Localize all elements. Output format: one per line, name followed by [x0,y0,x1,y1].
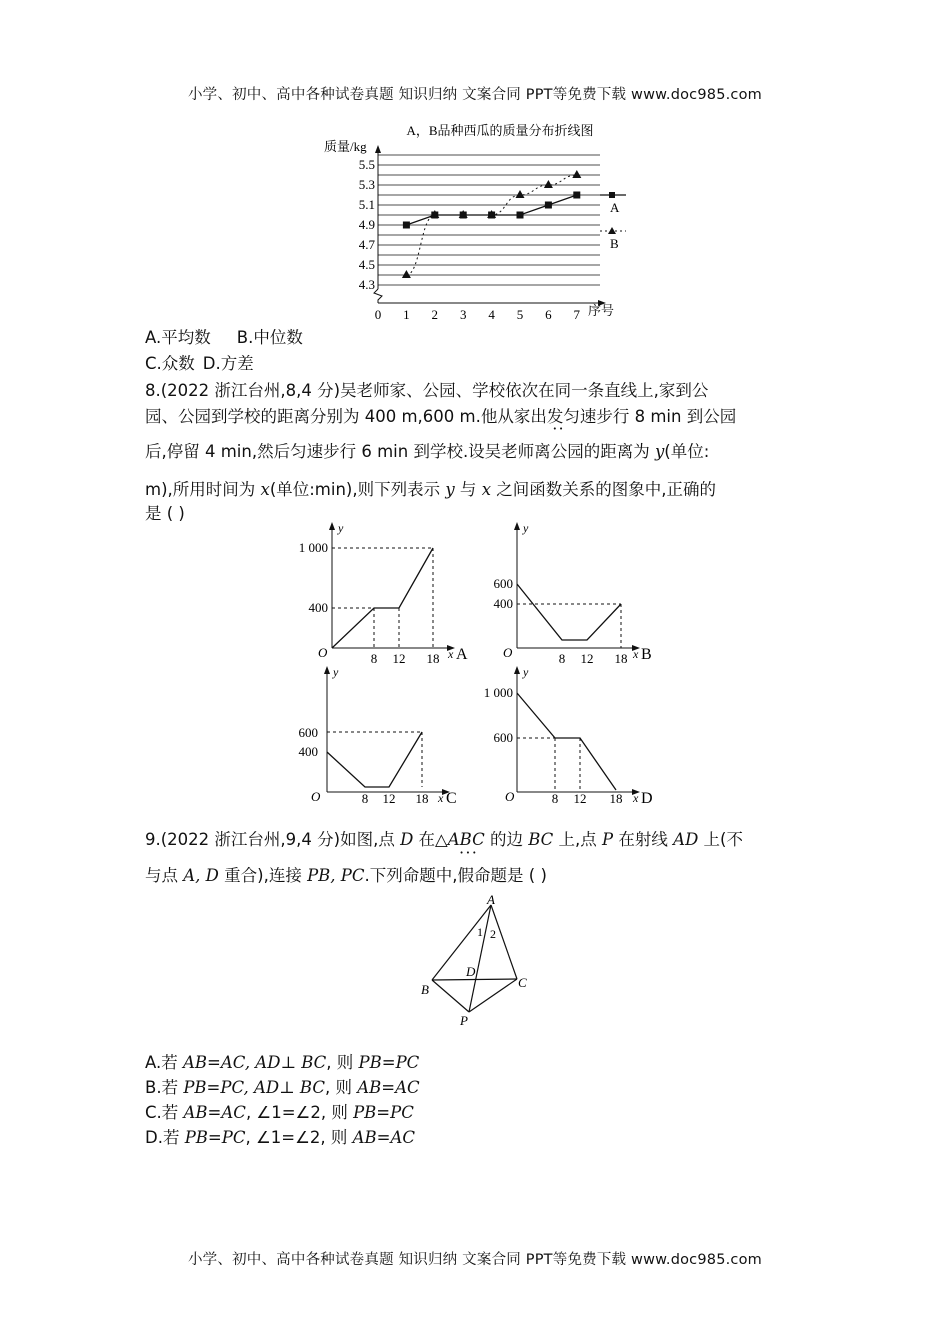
svg-text:2: 2 [490,927,496,941]
series-a-point [573,192,580,199]
svg-text:P: P [460,1013,468,1028]
legend-marker-a [609,192,615,198]
legend-label-b: B [610,236,619,251]
q7-options-cd [145,350,254,374]
q9-option-d[interactable]: D.若 PB=PC, ∠1=∠2, 则 AB=AC [145,1128,416,1147]
axis-break [374,289,382,303]
q7-option-c[interactable]: C.众数 [145,354,195,373]
x-tick-label: 1 [403,307,410,322]
y-tick-label: 4.3 [358,277,375,292]
emphasis-false-proposition: 假命题 • • • [458,862,508,886]
svg-text:18: 18 [614,651,628,664]
chart-title: A，B品种西瓜的质量分布折线图 [406,123,594,138]
svg-text:12: 12 [382,791,396,806]
svg-text:A: A [487,892,495,907]
legend-marker-b [608,227,616,234]
graph-d[interactable] [475,662,670,808]
x-tick-label: 7 [573,307,581,322]
q8-line-5: 是 ( ) [145,504,185,523]
q7-options-ab [145,324,303,348]
svg-text:600: 600 [493,576,513,591]
q9-option-c[interactable]: C.若 AB=AC, ∠1=∠2, 则 PB=PC [145,1103,414,1122]
x-tick-label: 2 [431,307,439,322]
svg-text:O: O [503,645,513,660]
chart-xlabel: 序号 [588,303,615,318]
graph-a[interactable] [285,518,475,664]
svg-text:C: C [446,790,457,807]
svg-text:8: 8 [361,791,369,806]
page-header: 小学、初中、高中各种试卷真题 知识归纳 文案合同 PPT等免费下载 www.doc985.com [187,87,763,103]
page-footer: 小学、初中、高中各种试卷真题 知识归纳 文案合同 PPT等免费下载 www.doc985.com [187,1252,763,1268]
svg-text:1: 1 [477,925,483,939]
y-tick-label: 4.5 [358,257,375,272]
svg-text:O: O [311,789,321,804]
svg-text:8: 8 [370,651,378,664]
svg-text:x: x [633,791,639,805]
svg-text:18: 18 [609,791,623,806]
q7-option-a[interactable]: A.平均数 [145,328,211,347]
svg-text:18: 18 [426,651,440,664]
series-b-point [544,180,553,188]
svg-text:B: B [641,646,652,663]
svg-text:D: D [641,790,653,807]
svg-text:y: y [523,521,529,535]
series-a-point [545,202,552,209]
svg-text:A: A [456,646,468,663]
svg-text:600: 600 [298,725,318,740]
svg-text:18: 18 [415,791,429,806]
series-b-point [516,190,525,198]
series-a-point [403,222,410,229]
svg-text:x: x [448,647,454,661]
svg-text:B: B [421,982,429,997]
series-a-point [517,212,524,219]
emphasis-park: 公园 • • [551,438,584,462]
q9-option-b[interactable]: B.若 PB=PC, AD⊥ BC, 则 AB=AC [145,1078,420,1097]
q8-line-4: m),所用时间为 x(单位:min),则下列表示 y 与 x 之间函数关系的图象中,正确的 [145,480,716,499]
x-tick-label: 0 [374,307,382,322]
svg-text:12: 12 [392,651,406,664]
svg-text:O: O [318,645,328,660]
melon-weight-chart [310,118,640,328]
svg-text:12: 12 [573,791,587,806]
q7-option-d[interactable]: D.方差 [202,354,254,373]
y-tick-label: 4.9 [358,217,375,232]
x-tick-label: 6 [545,307,552,322]
svg-text:600: 600 [493,730,513,745]
svg-text:12: 12 [580,651,594,664]
graph-b[interactable] [475,518,665,664]
svg-text:400: 400 [308,600,328,615]
series-b-point [572,170,581,178]
series-a-line [406,195,576,225]
svg-text:x: x [633,647,639,661]
q7-option-b[interactable]: B.中位数 [236,328,303,347]
q9-line-2: 与点 A, D 重合),连接 PB, PC.下列命题中,假命题 • • •是 ( ) [145,862,547,886]
svg-text:1 000: 1 000 [483,685,513,700]
y-tick-label: 5.3 [358,177,375,192]
x-tick-label: 4 [488,307,495,322]
chart-ylabel: 质量/kg [324,139,367,154]
q8-line-2: 园、公园到学校的距离分别为 400 m,600 m.他从家出发匀速步行 8 min 到公园 [145,407,737,426]
q9-line-1: 9.(2022 浙江台州,9,4 分)如图,点 D 在△ABC 的边 BC 上,点 P 在射线 AD 上(不 [145,830,743,849]
q8-line-1: 8.(2022 浙江台州,8,4 分)吴老师家、公园、学校依次在同一条直线上,家到公 [145,381,709,400]
y-tick-label: 5.1 [358,197,375,212]
x-tick-label: 3 [459,307,467,322]
svg-text:C: C [518,975,527,990]
svg-text:1 000: 1 000 [298,540,328,555]
svg-text:400: 400 [493,596,513,611]
svg-text:x: x [438,791,444,805]
svg-text:8: 8 [551,791,559,806]
svg-text:D: D [466,964,476,979]
svg-text:8: 8 [558,651,566,664]
legend-label-a: A [610,200,620,215]
q9-option-a[interactable]: A.若 AB=AC, AD⊥ BC, 则 PB=PC [145,1053,420,1072]
triangle-figure [415,890,535,1030]
graph-c[interactable] [285,662,475,808]
svg-text:400: 400 [298,744,318,759]
y-tick-label: 4.7 [358,237,375,252]
y-tick-label: 5.5 [358,157,375,172]
series-b-point [402,270,411,278]
svg-text:O: O [505,789,515,804]
svg-text:y: y [338,521,344,535]
x-tick-label: 5 [516,307,524,322]
svg-text:y: y [333,665,339,679]
q8-line-3: 后,停留 4 min,然后匀速步行 6 min 到学校.设吴老师离公园 • •的距离为 y(单位: [145,438,709,462]
y-axis-arrow [375,145,381,153]
svg-text:y: y [523,665,529,679]
legend [600,192,626,251]
